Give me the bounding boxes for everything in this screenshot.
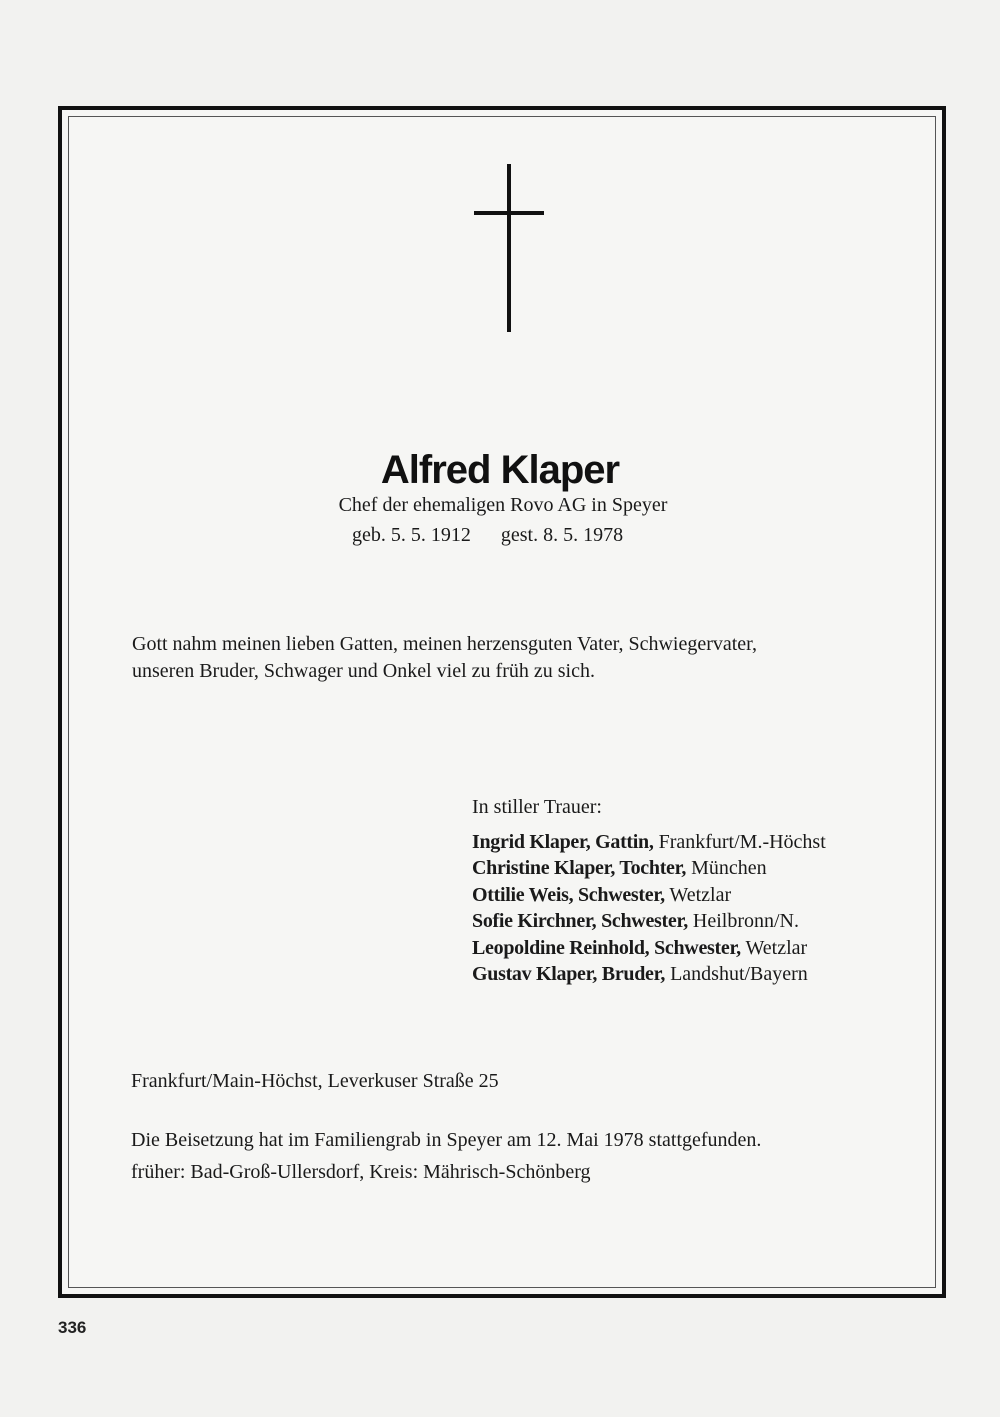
obituary-frame (58, 106, 946, 1298)
mourner-relation: Leopoldine Reinhold, Schwester, (472, 936, 741, 959)
mourner-place: Wetzlar (669, 883, 732, 906)
deceased-name: Alfred Klaper (380, 448, 620, 492)
mourner-place: Wetzlar (745, 936, 808, 959)
cross-horizontal-bar (474, 211, 544, 215)
mourner-place: Frankfurt/M.-Höchst (658, 830, 826, 853)
mourner-place: Landshut/Bayern (670, 963, 808, 985)
mourner-entry (472, 935, 826, 962)
burial-info (131, 1124, 761, 1188)
cross-vertical-bar (507, 164, 511, 332)
obituary-message (132, 631, 902, 685)
mourner-entry (472, 961, 826, 988)
mourner-relation: Gustav Klaper, Bruder, (472, 963, 666, 985)
message-line: unseren Bruder, Schwager und Onkel viel zu früh zu sich. (132, 660, 595, 682)
page-number: 336 (58, 1318, 87, 1337)
mourner-entry (472, 855, 826, 882)
birth-date: geb. 5. 5. 1912 (352, 524, 471, 546)
death-date: gest. 8. 5. 1978 (500, 524, 624, 546)
mourner-place: Heilbronn/N. (692, 910, 799, 932)
origin-note: früher: Bad-Groß-Ullersdorf, Kreis: Mährisch-Schönberg (131, 1161, 591, 1183)
mourner-relation: Sofie Kirchner, Schwester, (472, 910, 688, 932)
burial-note: Die Beisetzung hat im Familiengrab in Speyer am 12. Mai 1978 stattgefunden. (131, 1129, 762, 1151)
life-dates (352, 524, 623, 547)
mourner-place: München (691, 857, 767, 879)
mourner-relation: Ottilie Weis, Schwester, (472, 883, 665, 906)
mourner-relation: Christine Klaper, Tochter, (472, 857, 687, 879)
mourners-list (472, 794, 826, 988)
message-line: Gott nahm meinen lieben Gatten, meinen herzensguten Vater, Schwiegervater, (132, 633, 758, 655)
mourner-entry (472, 882, 826, 909)
mourner-entry (472, 829, 826, 856)
frame-inner-line (68, 116, 936, 1288)
deceased-role: Chef der ehemaligen Rovo AG in Speyer (338, 494, 668, 516)
mourner-relation: Ingrid Klaper, Gattin, (472, 830, 654, 853)
family-address: Frankfurt/Main-Höchst, Leverkuser Straße 25 (131, 1070, 499, 1092)
mourning-heading: In stiller Trauer: (472, 796, 602, 818)
mourner-entry (472, 908, 826, 935)
